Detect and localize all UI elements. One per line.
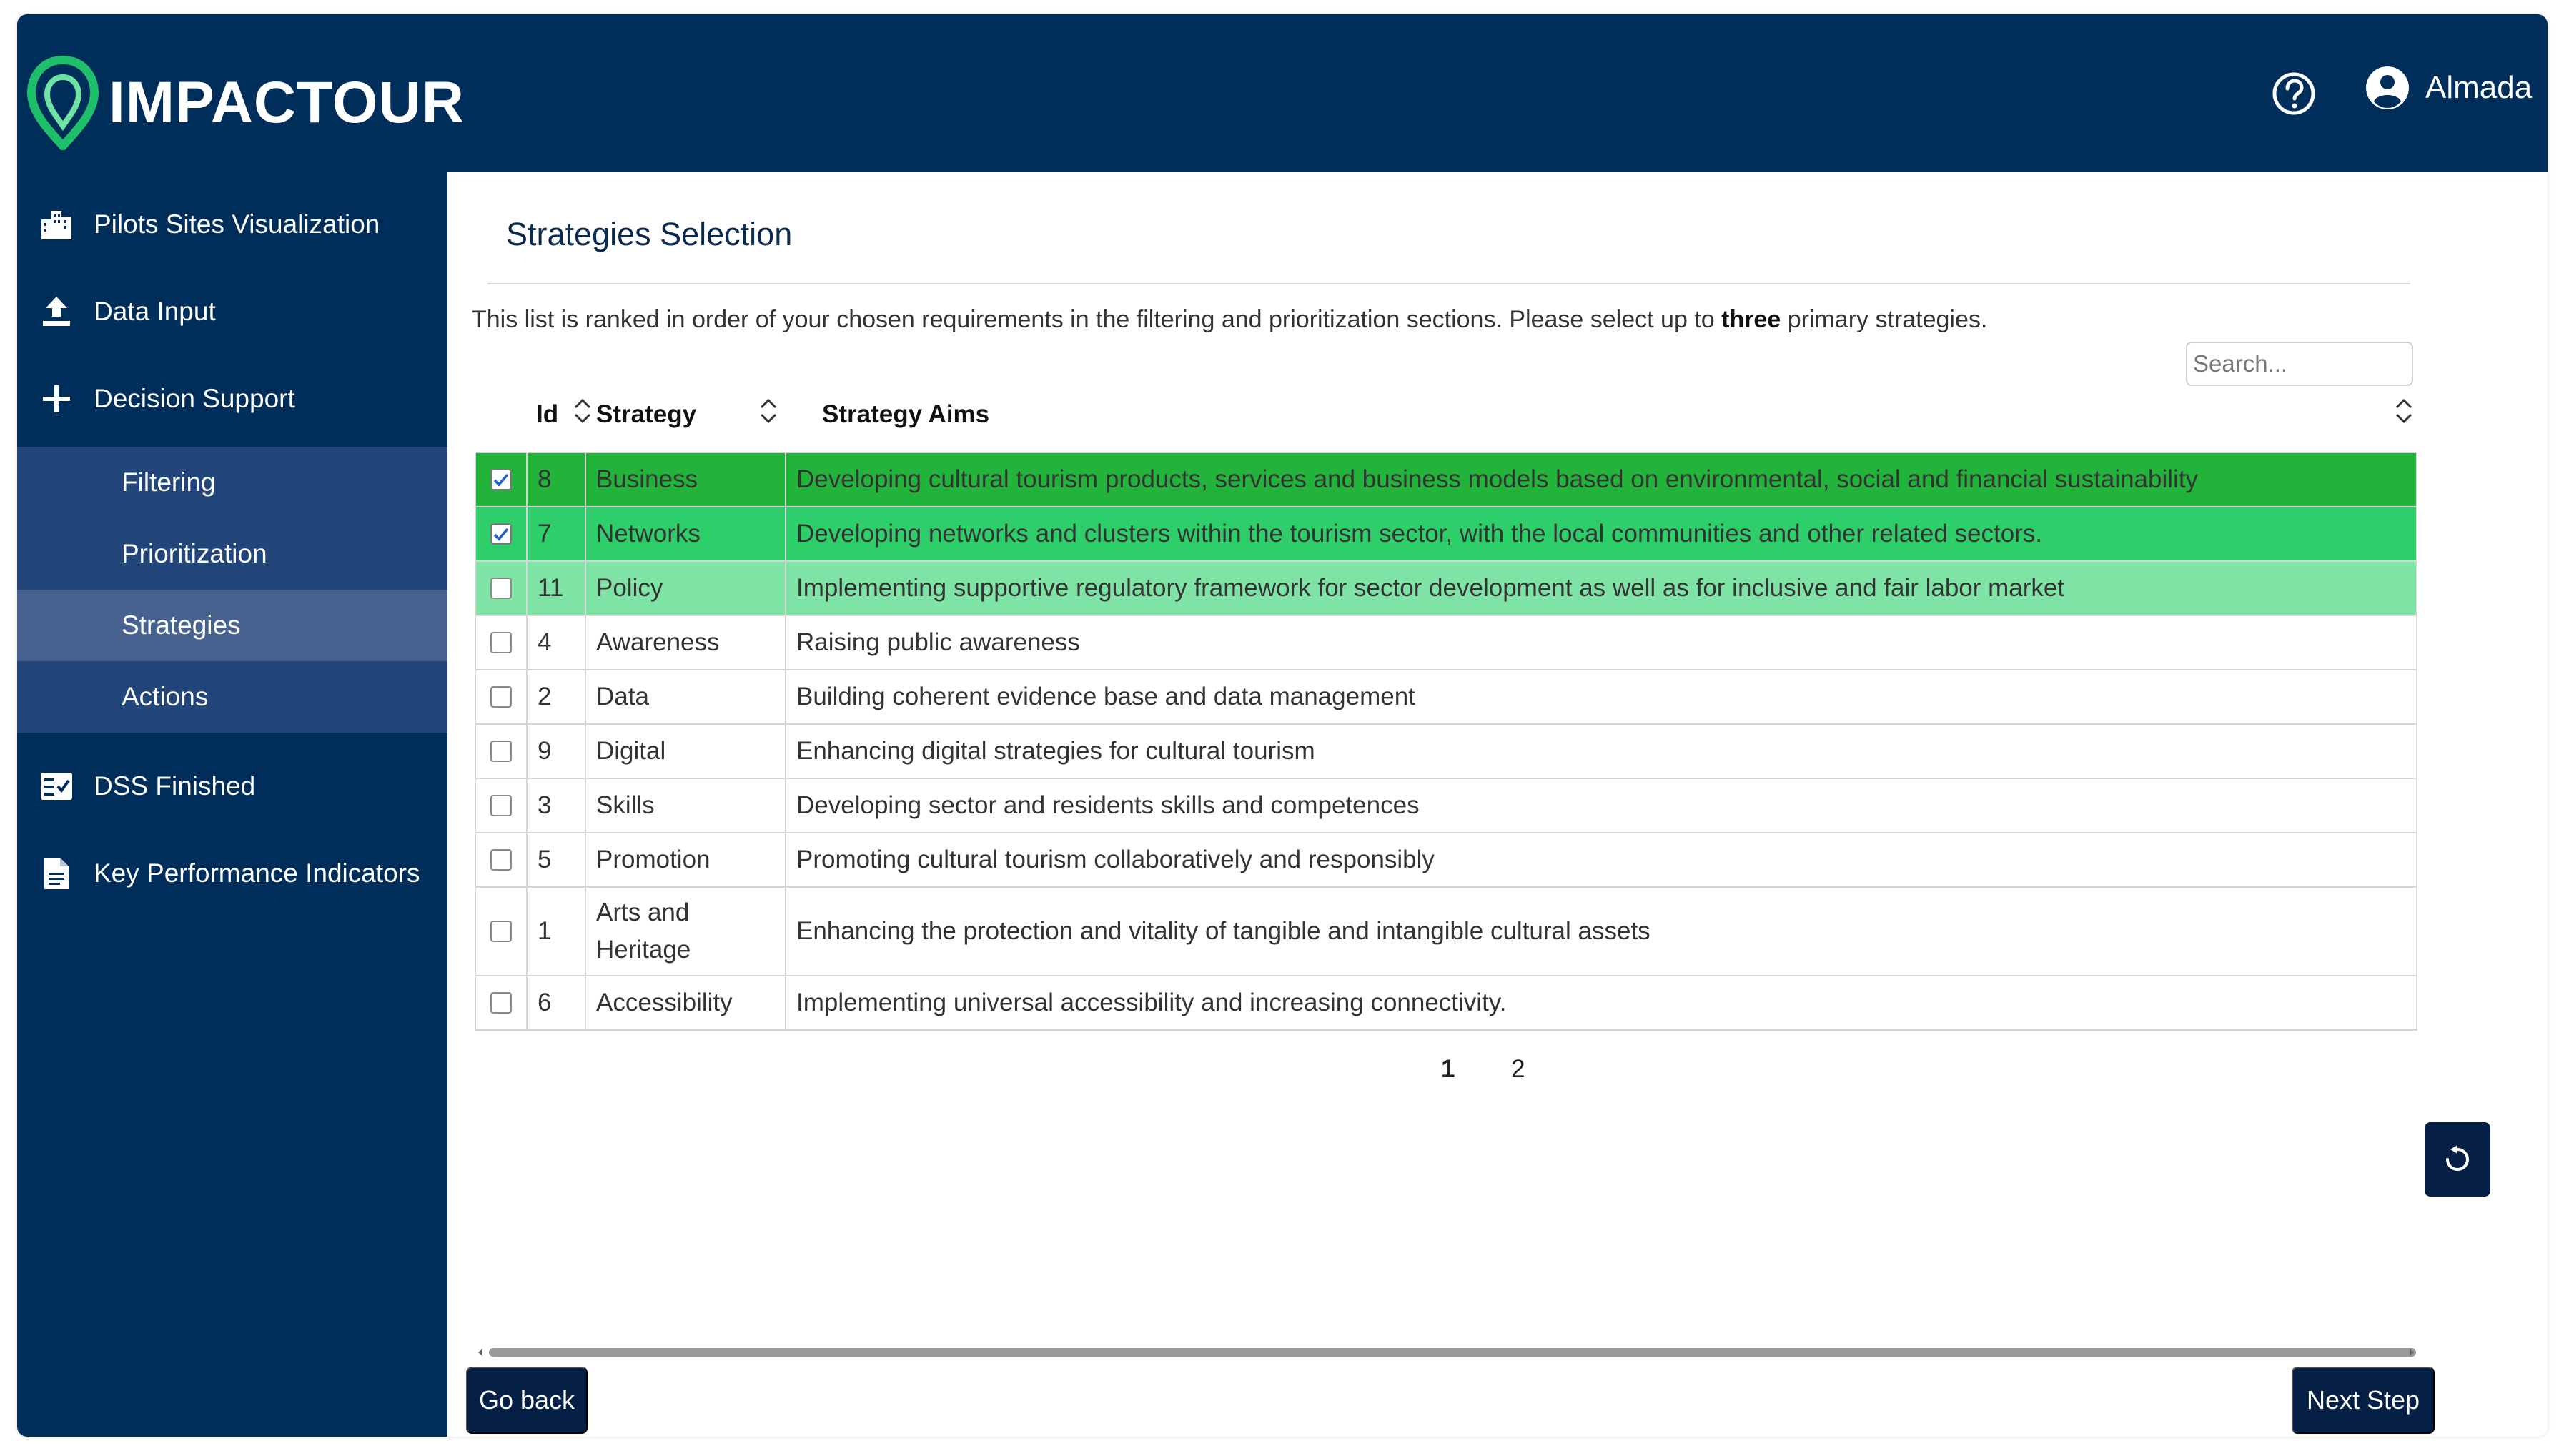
intro-text-end: primary strategies. [1781,306,1988,333]
sidebar-item-dss-finished[interactable] [17,751,447,822]
column-header-id[interactable]: Id [536,400,559,428]
cell-strategy: Digital [585,725,785,778]
scroll-left-icon[interactable] [475,1347,486,1358]
intro-text-bold: three [1721,306,1781,333]
table-row[interactable] [475,670,2417,725]
sidebar-subitem-strategies[interactable] [17,590,447,661]
row-checkbox[interactable] [490,992,512,1014]
sidebar-item-label: DSS Finished [94,771,256,801]
sidebar-item-decision-support[interactable] [17,363,447,435]
brand-name: IMPACTOUR [109,70,465,135]
user-name: Almada [2425,70,2533,105]
document-icon [39,856,74,891]
sort-icon[interactable] [758,395,779,427]
column-header-strategy[interactable]: Strategy [596,400,697,428]
reset-icon [2442,1144,2473,1175]
user-circle-icon [2365,66,2410,110]
table-row[interactable] [475,507,2417,562]
go-back-button[interactable]: Go back [466,1367,588,1434]
cell-strategy: Promotion [585,833,785,886]
logo[interactable] [26,56,465,150]
title-divider [487,283,2410,284]
cell-id: 6 [526,976,585,1029]
sidebar-item-kpi[interactable] [17,838,447,909]
checklist-icon [39,768,74,804]
cell-strategy: Policy [585,562,785,615]
sidebar-item-label: Key Performance Indicators [94,858,420,888]
sort-icon[interactable] [572,395,593,427]
row-checkbox[interactable] [490,795,512,816]
cell-aims: Developing networks and clusters within the tourism sector, with the local communities and other related sectors. [785,507,2417,560]
sidebar-subitem-filtering[interactable] [17,447,447,518]
app-window [17,14,2548,1437]
help-button[interactable] [2269,69,2319,119]
cell-strategy: Skills [585,779,785,832]
cell-id: 8 [526,453,585,506]
intro-text [472,306,1987,334]
row-select-cell [475,779,526,832]
table-row[interactable] [475,833,2417,888]
sidebar-subitem-label: Strategies [122,610,241,640]
intro-text-start: This list is ranked in order of your chosen requirements in the filtering and prioritization sections. Please select up to [472,306,1722,333]
row-select-cell [475,616,526,669]
row-checkbox[interactable] [490,686,512,708]
scroll-right-icon[interactable] [2406,1347,2417,1358]
cell-strategy: Business [585,453,785,506]
scrollbar-thumb[interactable] [489,1348,2416,1357]
table-row[interactable] [475,888,2417,976]
main-content [447,172,2548,1437]
page-link-2[interactable]: 2 [1511,1055,1525,1083]
cell-strategy: Awareness [585,616,785,669]
city-icon [39,207,74,242]
cell-id: 7 [526,507,585,560]
cell-aims: Implementing supportive regulatory framework for sector development as well as for inclusive and fair labor market [785,562,2417,615]
user-menu[interactable] [2365,66,2532,110]
table-row[interactable] [475,976,2417,1031]
sidebar [17,172,447,1437]
cell-strategy: Data [585,670,785,723]
checkmark-icon [492,525,510,543]
row-checkbox[interactable] [490,578,512,599]
table-row[interactable] [475,725,2417,779]
row-select-cell [475,725,526,778]
page-title: Strategies Selection [506,216,793,252]
cell-id: 2 [526,670,585,723]
cell-id: 11 [526,562,585,615]
row-checkbox[interactable] [490,469,512,490]
row-checkbox[interactable] [490,741,512,762]
cell-strategy: Arts and Heritage [585,888,785,975]
decision-support-submenu [17,447,447,733]
row-select-cell [475,976,526,1029]
column-header-aims[interactable]: Strategy Aims [822,400,990,428]
row-select-cell [475,562,526,615]
cell-aims: Raising public awareness [785,616,2417,669]
row-select-cell [475,507,526,560]
sidebar-subitem-actions[interactable] [17,661,447,733]
row-select-cell [475,888,526,975]
sidebar-subitem-label: Prioritization [122,539,267,568]
cell-strategy: Accessibility [585,976,785,1029]
cell-aims: Promoting cultural tourism collaboratively and responsibly [785,833,2417,886]
cell-aims: Enhancing the protection and vitality of tangible and intangible cultural assets [785,888,2417,975]
horizontal-scrollbar[interactable] [475,1344,2417,1361]
cell-aims: Developing sector and residents skills and competences [785,779,2417,832]
sidebar-item-data-input[interactable] [17,276,447,347]
row-checkbox[interactable] [490,849,512,871]
plus-icon [39,381,74,417]
page-link-1[interactable]: 1 [1441,1055,1455,1083]
checkmark-icon [492,471,510,488]
cell-id: 3 [526,779,585,832]
cell-id: 9 [526,725,585,778]
cell-aims: Implementing universal accessibility and increasing connectivity. [785,976,2417,1029]
help-circle-icon [2269,69,2319,119]
table-row[interactable] [475,562,2417,616]
next-step-button[interactable]: Next Step [2292,1367,2435,1434]
row-select-cell [475,833,526,886]
table-row[interactable] [475,616,2417,670]
cell-aims: Developing cultural tourism products, services and business models based on environmental, social and financial sustainability [785,453,2417,506]
row-select-cell [475,670,526,723]
cell-strategy: Networks [585,507,785,560]
cell-id: 4 [526,616,585,669]
reset-button[interactable] [2425,1122,2490,1197]
table-row[interactable] [475,453,2417,507]
sidebar-item-label: Pilots Sites Visualization [94,209,380,239]
row-checkbox[interactable] [490,921,512,942]
sidebar-item-pilots-sites[interactable] [17,189,447,260]
table-header [475,379,2417,443]
sidebar-subitem-prioritization[interactable] [17,518,447,590]
sidebar-item-label: Decision Support [94,384,295,413]
cell-aims: Enhancing digital strategies for cultural tourism [785,725,2417,778]
cell-aims: Building coherent evidence base and data management [785,670,2417,723]
cell-id: 5 [526,833,585,886]
upload-icon [39,294,74,330]
cell-id: 1 [526,888,585,975]
sort-icon[interactable] [2393,395,2415,427]
row-select-cell [475,453,526,506]
sidebar-subitem-label: Filtering [122,467,216,497]
row-checkbox[interactable] [490,523,512,545]
sidebar-subitem-label: Actions [122,682,209,711]
map-pin-logo-icon [26,56,100,150]
sidebar-item-label: Data Input [94,297,216,326]
strategies-table [475,452,2417,1031]
top-header [17,14,2548,172]
row-checkbox[interactable] [490,632,512,653]
table-row[interactable] [475,779,2417,833]
